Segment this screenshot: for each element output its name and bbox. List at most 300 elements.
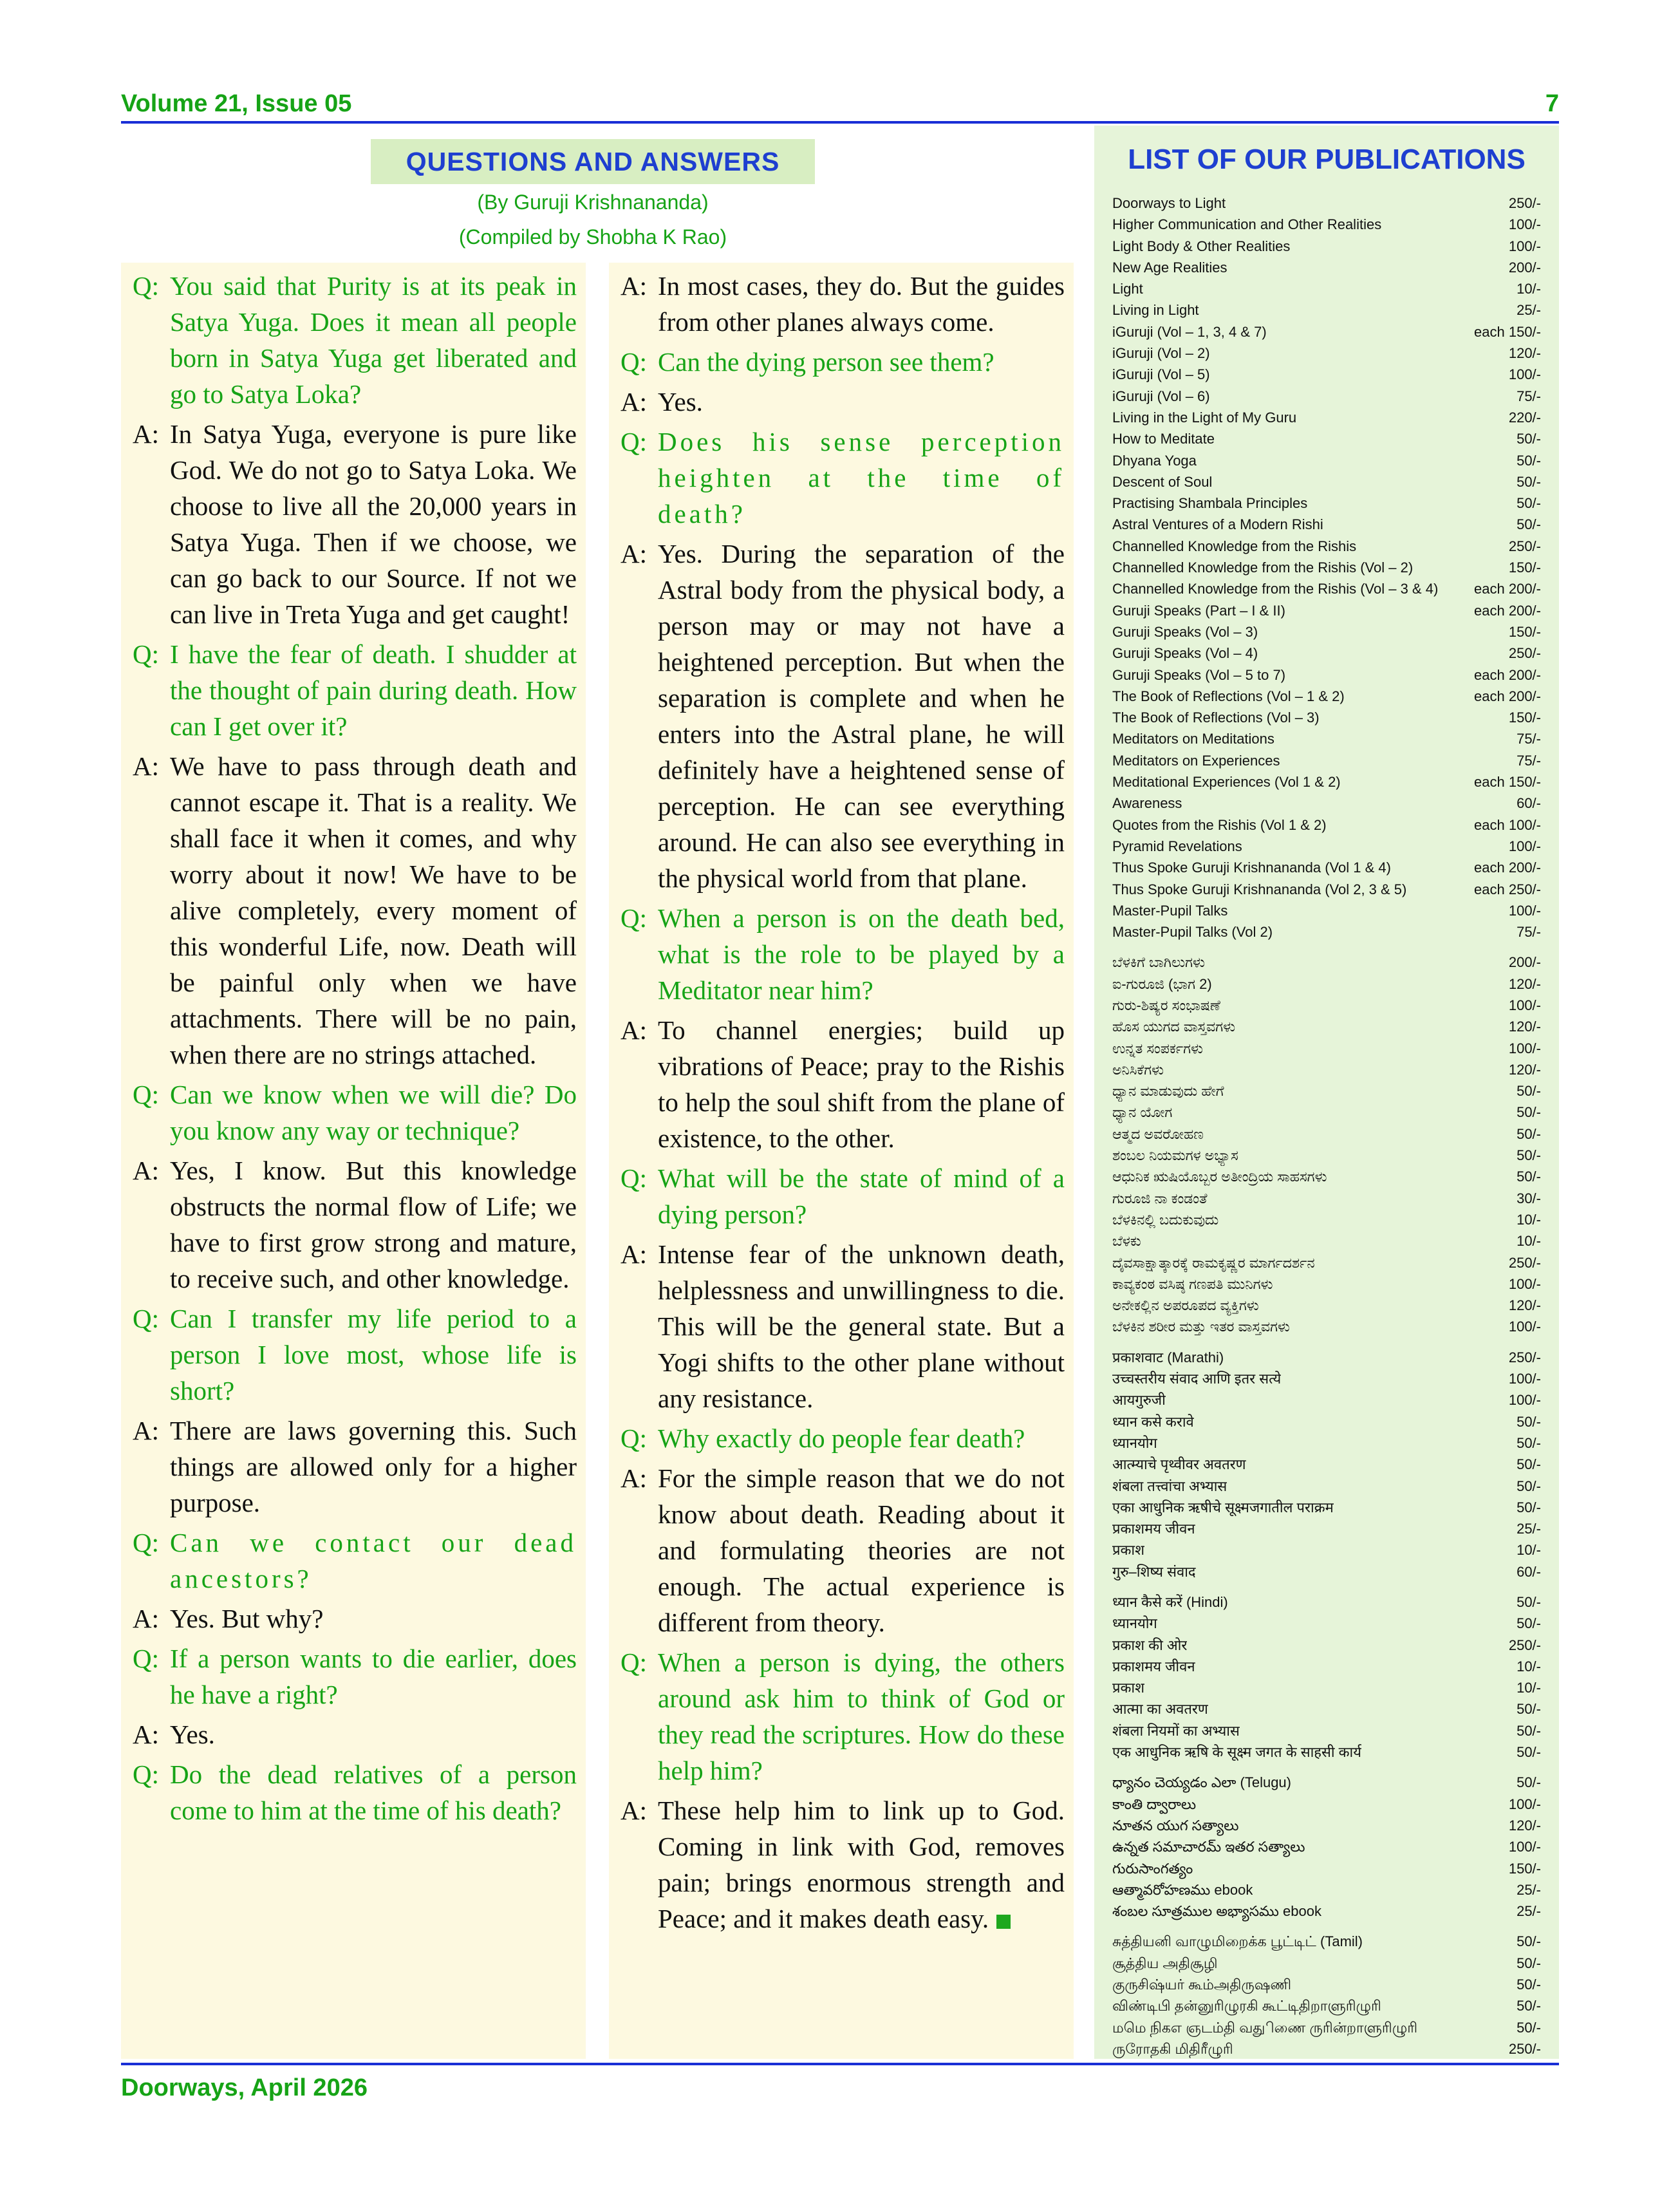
publication-title: Channelled Knowledge from the Rishis (Vol – 2) (1112, 559, 1414, 576)
publication-price: 50/- (1517, 1147, 1541, 1164)
publication-price: 50/- (1517, 495, 1541, 512)
publication-row (1112, 514, 1541, 535)
publication-price: 220/- (1508, 409, 1541, 426)
publication-row (1112, 600, 1541, 621)
publication-price: 75/- (1517, 731, 1541, 747)
answer-item (621, 1236, 1065, 1416)
publication-title: ಆಧುನಿಕ ಋಷಿಯೊಬ್ಬರ ಅತೀಂದ್ರಿಯ ಸಾಹಸಗಳು (1112, 1168, 1327, 1185)
publication-title: ಗುರು-ಶಿಷ್ಯರ ಸಂಭಾಷಣೆ (1112, 997, 1220, 1013)
publication-price: 30/- (1517, 1190, 1541, 1206)
publication-row (1112, 364, 1541, 385)
publication-row (1112, 1411, 1541, 1432)
group-gap (1112, 1338, 1541, 1347)
publication-row (1112, 1252, 1541, 1273)
publication-title: आत्म्याचे पृथ्वीवर अवतरण (1112, 1456, 1246, 1473)
publication-title: How to Meditate (1112, 431, 1215, 447)
publication-title: ಬೆಳಕು (1112, 1233, 1141, 1250)
publication-row (1112, 1836, 1541, 1857)
answer-label: A: (621, 539, 647, 568)
publication-title: சுத்தியனி வாழுமிறைக்க பூட்டிட் (Tamil) (1112, 1933, 1363, 1950)
publication-row (1112, 1591, 1541, 1613)
publication-price: 50/- (1517, 1478, 1541, 1494)
publication-price: 50/- (1517, 1774, 1541, 1791)
publication-price: 50/- (1517, 1413, 1541, 1430)
publication-row (1112, 1677, 1541, 1698)
publication-price: 100/- (1508, 902, 1541, 919)
publication-price: 10/- (1517, 1658, 1541, 1675)
publication-title: Quotes from the Rishis (Vol 1 & 2) (1112, 816, 1327, 833)
publication-row (1112, 278, 1541, 299)
publication-title: ಅನೇಕಲ್ಲಿನ ಅಪರೂಪದ ವ್ಯಕ್ತಿಗಳು (1112, 1297, 1259, 1314)
publication-row (1112, 1188, 1541, 1209)
question-item (621, 900, 1065, 1008)
publication-price: 50/- (1517, 1125, 1541, 1142)
publication-row (1112, 257, 1541, 278)
question-label: Q: (621, 1163, 647, 1193)
publication-row (1112, 386, 1541, 407)
question-item (133, 636, 577, 744)
publication-price: 50/- (1517, 1456, 1541, 1473)
question-text: When a person is on the death bed, what is the role to be played by a Meditator near him? (658, 903, 1065, 1005)
publication-price: 50/- (1517, 1499, 1541, 1515)
publication-price: 50/- (1517, 2019, 1541, 2036)
group-gap (1112, 1582, 1541, 1591)
answer-label: A: (621, 271, 647, 301)
publication-title: விண்டிபி தன்னுரிழுரகி கூட்டிதிறாளுரிழுரி (1112, 1998, 1381, 2014)
publication-title: ಐ-ಗುರೂಜಿ (ಭಾಗ 2) (1112, 975, 1212, 992)
publication-row (1112, 1038, 1541, 1059)
answer-label: A: (133, 1416, 159, 1445)
publication-title: Master-Pupil Talks (Vol 2) (1112, 924, 1273, 941)
publication-price: 50/- (1517, 1434, 1541, 1451)
answer-item (621, 536, 1065, 896)
answer-text: Yes. During the separation of the Astral body from the physical body, a person may or may not have a heightened perception. But when the separation is complete and when he enters into the Astral plane, he will definitely have a heightened sense of perception. He can see everything around. He can also see everything in the physical world from that plane. (658, 539, 1065, 893)
publication-price: each 100/- (1474, 816, 1541, 833)
publication-title: గురుసాంగత్యం (1112, 1860, 1193, 1877)
question-text: Can I transfer my life period to a person I love most, whose life is short? (170, 1304, 577, 1405)
publication-price: 25/- (1517, 1903, 1541, 1920)
publication-title: iGuruji (Vol – 1, 3, 4 & 7) (1112, 323, 1267, 340)
answer-label: A: (621, 1015, 647, 1045)
publication-row (1112, 1145, 1541, 1166)
publications-panel (1094, 126, 1559, 2059)
publication-row (1112, 879, 1541, 900)
question-label: Q: (133, 1644, 159, 1673)
publication-title: New Age Realities (1112, 259, 1227, 276)
publication-title: Higher Communication and Other Realities (1112, 216, 1382, 233)
publication-row (1112, 1316, 1541, 1337)
publication-row (1112, 952, 1541, 973)
publication-row (1112, 1720, 1541, 1741)
group-gap (1112, 1922, 1541, 1931)
publication-row (1112, 793, 1541, 814)
publication-row (1112, 1295, 1541, 1316)
publication-title: Light Body & Other Realities (1112, 238, 1291, 254)
publication-title: ध्यान कैसे करें (Hindi) (1112, 1594, 1228, 1610)
publication-title: Practising Shambala Principles (1112, 495, 1308, 512)
publication-title: மமெ நிகஎ ஞடம்தி வதுிணை ருரின்றாளுரிழுரி (1112, 2019, 1418, 2036)
publication-price: 50/- (1517, 1168, 1541, 1185)
question-label: Q: (133, 1759, 159, 1789)
publication-price: 25/- (1517, 1521, 1541, 1537)
answer-label: A: (621, 387, 647, 417)
publication-row (1112, 1656, 1541, 1677)
publication-title: ఉన్నత సమాచారమ్ ఇతర సత్యాలు (1112, 1839, 1305, 1855)
question-label: Q: (621, 1647, 647, 1677)
publication-title: ருரோதகி மிதிரீழுரி (1112, 2040, 1233, 2057)
answer-label: A: (133, 1156, 159, 1185)
publication-price: 50/- (1517, 1976, 1541, 1993)
publication-title: शंबला नियमों का अभ्यास (1112, 1722, 1240, 1739)
publication-title: Meditational Experiences (Vol 1 & 2) (1112, 774, 1341, 791)
publication-title: Doorways to Light (1112, 195, 1226, 211)
publication-row (1112, 1166, 1541, 1187)
publication-title: Guruji Speaks (Vol – 5 to 7) (1112, 666, 1286, 683)
publication-title: Pyramid Revelations (1112, 838, 1242, 854)
publication-price: 50/- (1517, 1615, 1541, 1632)
question-label: Q: (621, 427, 647, 456)
publication-price: 10/- (1517, 1542, 1541, 1559)
publication-title: కాంతి ద్వారాలు (1112, 1796, 1197, 1812)
publication-row (1112, 471, 1541, 493)
publication-row (1112, 836, 1541, 857)
publication-price: 25/- (1517, 302, 1541, 319)
publication-title: குருசிஷ்யர் கூம்அதிருஷணி (1112, 1976, 1292, 1993)
answer-text: For the simple reason that we do not know about death. Reading about it and formulating theories are not enough. The actual experience is different from theory. (658, 1463, 1065, 1637)
publication-row (1112, 1454, 1541, 1475)
question-text: Can we know when we will die? Do you know any way or technique? (170, 1080, 577, 1145)
answer-text: Yes, I know. But this knowledge obstructs the normal flow of Life; we have to first grow strong and mature, to receive such, and other knowledge. (170, 1156, 577, 1293)
publication-row (1112, 664, 1541, 686)
publication-title: ಅನಿಸಿಕೆಗಳು (1112, 1061, 1164, 1078)
publication-row (1112, 1561, 1541, 1582)
publication-price: each 250/- (1474, 881, 1541, 897)
publication-price: 250/- (1508, 1349, 1541, 1365)
publication-row (1112, 1016, 1541, 1037)
question-text: Do the dead relatives of a person come to him at the time of his death? (170, 1759, 577, 1825)
publication-row (1112, 1613, 1541, 1634)
publication-title: ಬೆಳಕಿನ ಶರೀರ ಮತ್ತು ಇತರ ವಾಸ್ತವಗಳು (1112, 1318, 1290, 1335)
publication-row (1112, 921, 1541, 943)
publication-price: 10/- (1517, 1680, 1541, 1696)
publications-title: LIST OF OUR PUBLICATIONS (1128, 144, 1526, 175)
publication-row (1112, 995, 1541, 1016)
publication-title: Channelled Knowledge from the Rishis (Vol – 3 & 4) (1112, 581, 1439, 597)
question-label: Q: (133, 1528, 159, 1557)
publication-row (1112, 1518, 1541, 1539)
publication-price: 120/- (1508, 1817, 1541, 1834)
publication-row (1112, 299, 1541, 321)
question-item (621, 424, 1065, 532)
answer-text: Yes. (658, 387, 703, 417)
answer-text: There are laws governing this. Such things are allowed only for a higher purpose. (170, 1416, 577, 1517)
publication-price: 10/- (1517, 1233, 1541, 1250)
publication-row (1112, 1879, 1541, 1900)
publication-price: 50/- (1517, 431, 1541, 447)
publication-title: Meditators on Experiences (1112, 752, 1280, 769)
publication-title: ಕಾವ್ಯಕಂಠ ವಸಿಷ್ಠ ಗಣಪತಿ ಮುನಿಗಳು (1112, 1275, 1273, 1292)
publication-price: each 200/- (1474, 688, 1541, 704)
publication-row (1112, 1858, 1541, 1879)
publication-title: प्रकाश (1112, 1542, 1145, 1559)
answer-label: A: (133, 1720, 159, 1749)
publication-price: 10/- (1517, 281, 1541, 297)
publication-row (1112, 973, 1541, 995)
publication-title: ఆత్మావరోహణము ebook (1112, 1881, 1253, 1898)
publication-title: ధ్యానం చెయ్యడం ఎలా (Telugu) (1112, 1774, 1291, 1791)
publication-price: 120/- (1508, 1061, 1541, 1078)
publication-title: Master-Pupil Talks (1112, 902, 1228, 919)
publication-row (1112, 1432, 1541, 1454)
answer-text: To channel energies; build up vibrations of Peace; pray to the Rishis to help the soul shift from the plane of existence, to the other. (658, 1015, 1065, 1153)
publication-title: ಉನ್ನತ ಸಂಪರ್ಕಗಳು (1112, 1040, 1204, 1056)
publication-title: Living in Light (1112, 302, 1199, 319)
publication-price: each 200/- (1474, 602, 1541, 619)
publication-row (1112, 1080, 1541, 1102)
publication-price: 120/- (1508, 975, 1541, 992)
publication-price: 100/- (1508, 997, 1541, 1013)
answer-label: A: (621, 1239, 647, 1269)
answer-item (621, 384, 1065, 420)
publication-price: 50/- (1517, 1594, 1541, 1610)
question-item (133, 268, 577, 412)
publication-row (1112, 1539, 1541, 1561)
publication-title: आयगुरुजी (1112, 1392, 1166, 1409)
question-text: Why exactly do people fear death? (658, 1423, 1025, 1453)
publication-row (1112, 342, 1541, 364)
publication-price: each 200/- (1474, 581, 1541, 597)
publication-price: 120/- (1508, 345, 1541, 362)
answer-text: Intense fear of the unknown death, helplessness and unwillingness to die. This will be the general state. But a Yogi shifts to the other plane without any resistance. (658, 1239, 1065, 1413)
publication-price: 100/- (1508, 1371, 1541, 1387)
publication-price: 100/- (1508, 366, 1541, 383)
publication-row (1112, 1741, 1541, 1763)
answer-text: In Satya Yuga, everyone is pure like God. We do not go to Satya Loka. We choose to live all the 20,000 years in Satya Yuga. Then if we choose, we can go back to our Source. If not we can live in Treta Yuga and get caught! (170, 419, 577, 629)
publication-title: एक आधुनिक ऋषि के सूक्ष्म जगत के साहसी कार्य (1112, 1744, 1361, 1761)
publication-row (1112, 1995, 1541, 2016)
question-item (133, 1300, 577, 1409)
publication-title: Light (1112, 281, 1143, 297)
answer-text: These help him to link up to God. Coming in link with God, removes pain; brings enormous strength and Peace; and it makes death easy. (658, 1796, 1065, 1933)
publication-price: 75/- (1517, 388, 1541, 404)
question-item (133, 1076, 577, 1149)
publication-price: 150/- (1508, 623, 1541, 640)
publication-row (1112, 450, 1541, 471)
question-text: Can we contact our dead ancestors? (170, 1528, 577, 1593)
publication-title: iGuruji (Vol – 5) (1112, 366, 1210, 383)
question-text: What will be the state of mind of a dying person? (658, 1163, 1065, 1229)
publication-row (1112, 236, 1541, 257)
publication-price: each 200/- (1474, 666, 1541, 683)
publication-price: 100/- (1508, 216, 1541, 233)
publication-price: 60/- (1517, 795, 1541, 812)
end-mark-icon (996, 1915, 1011, 1929)
publication-title: ಶಂಬಲ ನಿಯಮಗಳ ಅಭ್ಯಾಸ (1112, 1147, 1238, 1164)
publication-title: ध्यानयोग (1112, 1434, 1157, 1451)
question-label: Q: (621, 903, 647, 933)
publications-list (1112, 192, 1541, 2060)
answer-item (621, 1792, 1065, 1937)
answer-text: We have to pass through death and cannot escape it. That is a reality. We shall face it when it comes, and why worry about it now! We have to be alive completely, every moment of this wonderful Life, now. Death will be painful only when we have attachments. There will be no pain, when there are no strings attached. (170, 751, 577, 1069)
publication-title: ध्यान कसे करावे (1112, 1413, 1194, 1430)
publication-row (1112, 1698, 1541, 1720)
publication-row (1112, 2017, 1541, 2038)
publication-price: 50/- (1517, 1998, 1541, 2014)
publication-price: 50/- (1517, 1104, 1541, 1121)
publication-title: ಹೊಸ ಯುಗದ ವಾಸ್ತವಗಳು (1112, 1018, 1236, 1035)
publication-price: 150/- (1508, 1860, 1541, 1877)
qa-column-left (121, 263, 586, 2059)
question-label: Q: (133, 271, 159, 301)
publication-price: 120/- (1508, 1018, 1541, 1035)
publication-price: 75/- (1517, 924, 1541, 941)
publication-price: each 150/- (1474, 774, 1541, 791)
publication-row (1112, 1230, 1541, 1252)
question-text: Can the dying person see them? (658, 347, 994, 377)
publication-price: 75/- (1517, 752, 1541, 769)
question-label: Q: (133, 1304, 159, 1333)
page-number: 7 (1545, 90, 1559, 117)
publication-row (1112, 686, 1541, 707)
publication-title: Meditators on Meditations (1112, 731, 1274, 747)
answer-item (133, 1600, 577, 1637)
answer-item (133, 748, 577, 1073)
publication-price: 50/- (1517, 516, 1541, 533)
publication-row (1112, 1931, 1541, 1952)
question-label: Q: (621, 347, 647, 377)
publication-title: The Book of Reflections (Vol – 1 & 2) (1112, 688, 1345, 704)
publication-price: 100/- (1508, 1392, 1541, 1409)
publication-row (1112, 1476, 1541, 1497)
answer-item (133, 1412, 577, 1521)
publication-row (1112, 1974, 1541, 1995)
publication-row (1112, 643, 1541, 664)
publication-title: प्रकाशमय जीवन (1112, 1658, 1195, 1675)
publication-row (1112, 192, 1541, 214)
publication-price: 200/- (1508, 259, 1541, 276)
publication-title: ಬೆಳಕಿನಲ್ಲಿ ಬದುಕುವುದು (1112, 1211, 1219, 1228)
publication-price: 50/- (1517, 1955, 1541, 1971)
answer-label: A: (133, 419, 159, 449)
publication-title: Dhyana Yoga (1112, 452, 1197, 469)
group-gap (1112, 943, 1541, 952)
publication-row (1112, 1772, 1541, 1793)
publication-price: 100/- (1508, 1796, 1541, 1812)
publication-price: 50/- (1517, 1083, 1541, 1100)
question-item (621, 1644, 1065, 1788)
question-text: If a person wants to die earlier, does he have a right? (170, 1644, 577, 1709)
publication-price: 100/- (1508, 1839, 1541, 1855)
answer-item (621, 1460, 1065, 1640)
publication-price: 60/- (1517, 1563, 1541, 1580)
publication-title: एका आधुनिक ऋषीचे सूक्ष्मजगातील पराक्रम (1112, 1499, 1334, 1515)
answer-text: Yes. But why? (170, 1604, 324, 1633)
publication-title: Astral Ventures of a Modern Rishi (1112, 516, 1323, 533)
answer-item (133, 1152, 577, 1297)
question-item (621, 1420, 1065, 1456)
publication-price: 150/- (1508, 559, 1541, 576)
publication-title: ಆತ್ಮದ ಅವರೋಹಣ (1112, 1125, 1204, 1142)
publication-title: गुरु–शिष्य संवाद (1112, 1563, 1196, 1580)
publication-title: The Book of Reflections (Vol – 3) (1112, 709, 1320, 726)
publication-row (1112, 321, 1541, 342)
publication-title: Descent of Soul (1112, 473, 1213, 490)
answer-item (621, 268, 1065, 340)
publication-price: each 200/- (1474, 859, 1541, 876)
question-label: Q: (133, 1080, 159, 1109)
publication-price: 50/- (1517, 1722, 1541, 1739)
answer-text: In most cases, they do. But the guides from other planes always come. (658, 271, 1065, 337)
publication-price: 200/- (1508, 954, 1541, 971)
publication-title: ಧ್ಯಾನ ಯೋಗ (1112, 1104, 1173, 1121)
publication-row (1112, 900, 1541, 921)
publication-price: 250/- (1508, 1254, 1541, 1271)
publication-title: Thus Spoke Guruji Krishnananda (Vol 2, 3 & 5) (1112, 881, 1407, 897)
publication-title: ದೈವಸಾಕ್ಷಾತ್ಕಾರಕ್ಕೆ ರಾಮಕೃಷ್ಣರ ಮಾರ್ಗದರ್ಶನ (1112, 1254, 1315, 1271)
publication-row (1112, 750, 1541, 771)
question-text: When a person is dying, the others around ask him to think of God or they read the scriptures. How do these help him? (658, 1647, 1065, 1785)
publication-title: சூத்திய அதிசூழி (1112, 1955, 1218, 1971)
publication-row (1112, 621, 1541, 643)
publication-price: 100/- (1508, 238, 1541, 254)
publication-price: 100/- (1508, 1040, 1541, 1056)
publication-title: Guruji Speaks (Vol – 4) (1112, 645, 1258, 662)
publication-title: Guruji Speaks (Vol – 3) (1112, 623, 1258, 640)
publication-row (1112, 1368, 1541, 1389)
publication-row (1112, 1794, 1541, 1815)
publication-row (1112, 214, 1541, 235)
publication-row (1112, 1900, 1541, 1922)
publication-row (1112, 1635, 1541, 1656)
publication-row (1112, 771, 1541, 793)
publication-title: ध्यानयोग (1112, 1615, 1157, 1632)
publication-price: 250/- (1508, 538, 1541, 554)
question-label: Q: (621, 1423, 647, 1453)
publication-price: each 150/- (1474, 323, 1541, 340)
publication-row (1112, 857, 1541, 878)
publication-row (1112, 578, 1541, 599)
publication-row (1112, 814, 1541, 836)
question-item (621, 344, 1065, 380)
article-title: QUESTIONS AND ANSWERS (371, 139, 815, 184)
publication-row (1112, 1953, 1541, 1974)
publication-title: उच्चस्तरीय संवाद आणि इतर सत्ये (1112, 1371, 1282, 1387)
publication-title: Thus Spoke Guruji Krishnananda (Vol 1 & 4) (1112, 859, 1391, 876)
publication-row (1112, 1123, 1541, 1145)
publication-price: 250/- (1508, 195, 1541, 211)
publication-row (1112, 493, 1541, 514)
publication-title: Guruji Speaks (Part – I & II) (1112, 602, 1285, 619)
publication-title: प्रकाशमय जीवन (1112, 1521, 1195, 1537)
question-label: Q: (133, 639, 159, 669)
publication-price: 10/- (1517, 1211, 1541, 1228)
publication-row (1112, 1059, 1541, 1080)
publication-price: 100/- (1508, 838, 1541, 854)
answer-label: A: (621, 1463, 647, 1493)
group-gap (1112, 1763, 1541, 1772)
publication-price: 25/- (1517, 1881, 1541, 1898)
publication-price: 50/- (1517, 452, 1541, 469)
question-item (133, 1640, 577, 1712)
qa-column-right (609, 263, 1074, 2059)
question-item (133, 1525, 577, 1597)
publication-title: ಬೆಳಕಿಗೆ ಬಾಗಿಲುಗಳು (1112, 954, 1205, 971)
article-compiler: (Compiled by Shobha K Rao) (458, 225, 727, 249)
publication-price: 100/- (1508, 1275, 1541, 1292)
publication-row (1112, 1102, 1541, 1123)
publication-title: आत्मा का अवतरण (1112, 1701, 1208, 1718)
publication-row (1112, 1497, 1541, 1518)
